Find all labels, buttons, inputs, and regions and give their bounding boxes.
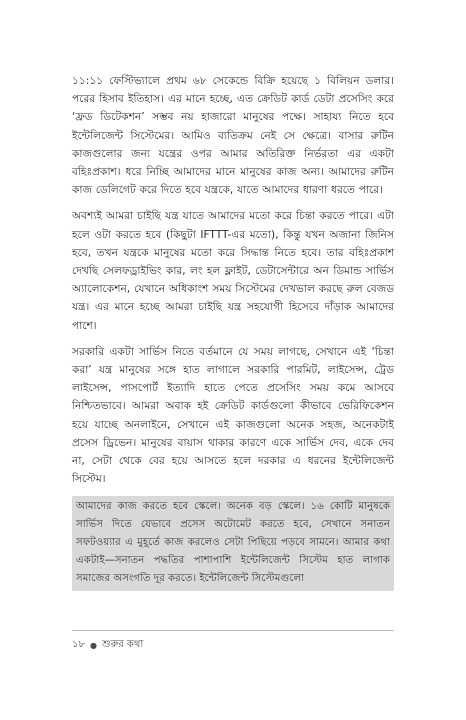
highlight-box (72, 496, 394, 591)
page-body (72, 72, 394, 591)
page-number: ১৮ (72, 639, 85, 650)
page-footer (72, 630, 394, 654)
bullet-separator-icon: ● (89, 641, 97, 650)
paragraph-1: ১১:১১ ফেস্টিভ্যালে প্রথম ৬৮ সেকেন্ডে বিক্রি হয়েছে ১ বিলিয়ন ডলার। পরের হিসাব ইতিহাস। এর মানে হচ্ছে, এত ক্রেডিট কার্ড ডেটা প্রসেসিং করে ‘ফ্রড ডিটেকশন’ সম্ভব নয় হাজারো মানুষের পক্ষে। সাহায্য নিতে হবে ইন্টেলিজেন্ট সিস্টেমের। আমিও ব্যতিক্রম নেই সে ক্ষেত্রে। বাসার রুটিন কাজগুলোর জন্য যন্ত্রের ওপর আমার অতিরিক্ত নির্ভরতা এর একটা বহিঃপ্রকাশ। ধরে নিচ্ছি আমাদের মানে মানুষের কাজ অন্য। আমাদের রুটিন কাজ ডেলিগেট করে দিতে হবে যন্ত্রকে, যাতে আমাদের ধারণা ধরতে পারে। (72, 75, 394, 197)
highlight-text: আমাদের কাজ করতে হবে স্কেলে। অনেক বড় স্কেলে। ১৬ কোটি মানুষকে সার্ভিস দিতে যেভাবে প্রসেস অটোমেট করতে হবে, সেখানে সনাতন সফটওয়্যার এ মুহূর্তে কাজ করলেও সেটা পিছিয়ে পড়বে সামনে। আমার কথা একটাই—সনাতন পদ্ধতির পাশাপাশি ইন্টেলিজেন্ট সিস্টেম হাত লাগাক সমাজের অসংগতি দূর করতে। ইন্টেলিজেন্ট সিস্টেমগুলো (76, 501, 390, 585)
running-title: শুরুর কথা (101, 639, 144, 650)
paragraph-3: সরকারি একটা সার্ভিস নিতে বর্তমানে যে সময় লাগছে, সেখানে এই ‘চিন্তা করা’ যন্ত্র মানুষের সঙ্গে হাত লাগালে সরকারি পারমিট, লাইসেন্স, ট্রেড লাইসেন্স, পাসপোর্ট ইত্যাদি হাতে পেতে প্রসেসিং সময় কমে আসবে নিশ্চিতভাবে। আমরা অবাক হই ক্রেডিট কার্ডগুলো কীভাবে ভেরিফিকেশন হয়ে যাচ্ছে অনলাইনে, সেখানে এই কাজগুলো অনেক সহজ, অনেকটাই প্রসেস ড্রিভেন। মানুষের বায়াস থাকার কারণে একে সার্ভিস দেব, একে দেব না, সেটা থেকে বের হয়ে আসতে হলে দরকার এ ধরনের ইন্টেলিজেন্ট সিস্টেম। (72, 345, 394, 486)
paragraph-2: অবশ্যই আমরা চাইছি যন্ত্র যাতে আমাদের মতো করে চিন্তা করতে পারে। এটা হলে ওটা করতে হবে (কিছুটা IFTTT-এর মতো), কিন্তু যখন অজানা জিনিস হবে, তখন যন্ত্রকে মানুষের মতো করে সিদ্ধান্ত নিতে হবে। তার বহিঃপ্রকাশ দেখছি সেলফড্রাইভিং কার, লং হল ফ্লাইট, ডেটাসেন্টারে অন ডিমান্ড সার্ভিস অ্যালোকেশন, যেখানে অধিকাংশ সময় সিস্টেমের দেখভাল করছে রুল বেজড যন্ত্র। এর মানে হচ্ছে আমরা চাইছি যন্ত্র সহযোগী হিসেবে দাঁড়াক আমাদের পাশে। (72, 210, 394, 332)
